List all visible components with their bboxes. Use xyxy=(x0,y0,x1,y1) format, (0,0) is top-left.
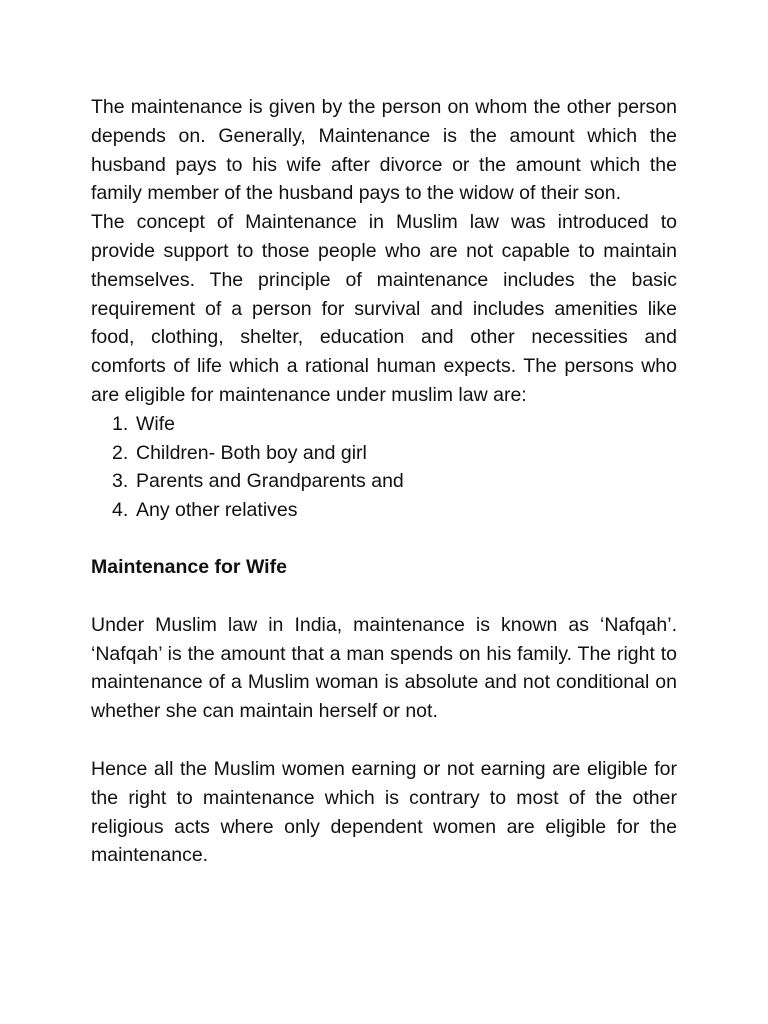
list-item xyxy=(91,439,677,468)
document-page xyxy=(91,93,677,870)
eligible-persons-list xyxy=(91,410,677,525)
list-item xyxy=(91,467,677,496)
paragraph-nafqah: Under Muslim law in India, maintenance is known as ‘Nafqah’. ‘Nafqah’ is the amount that a man spends on his family. The right to maintenance of a Muslim woman is absolute and not conditional on whether she can maintain herself or not. xyxy=(91,613,677,723)
list-item xyxy=(91,410,677,439)
paragraph-concept: The concept of Maintenance in Muslim law was introduced to provide support to those people who are not capable to maintain themselves. The principle of maintenance includes the basic requirement of a person for survival and includes amenities like food, clothing, shelter, education and other necessities and comforts of life which a rational human expects. The persons who are eligible for maintenance under muslim law are: xyxy=(91,211,677,406)
paragraph-definition: The maintenance is given by the person on whom the other person depends on. Generally, Maintenance is the amount which the husband pays to his wife after divorce or the amount which the family member of the husband pays to the widow of their son. xyxy=(91,96,677,205)
list-item-text: Wife xyxy=(136,412,175,435)
list-item-text: Children- Both boy and girl xyxy=(136,441,367,464)
list-item-number: 2. xyxy=(112,441,129,464)
list-item-number: 4. xyxy=(112,499,129,522)
list-item-number: 3. xyxy=(112,470,129,493)
list-item-text: Parents and Grandparents and xyxy=(136,470,404,493)
list-item-number: 1. xyxy=(112,412,129,435)
list-item-text: Any other relatives xyxy=(136,499,298,522)
paragraph-eligibility: Hence all the Muslim women earning or not earning are eligible for the right to maintenance which is contrary to most of the other religious acts where only dependent women are eligible for the maintenance. xyxy=(91,757,677,867)
list-item xyxy=(91,496,677,525)
section-heading: Maintenance for Wife xyxy=(91,555,287,578)
